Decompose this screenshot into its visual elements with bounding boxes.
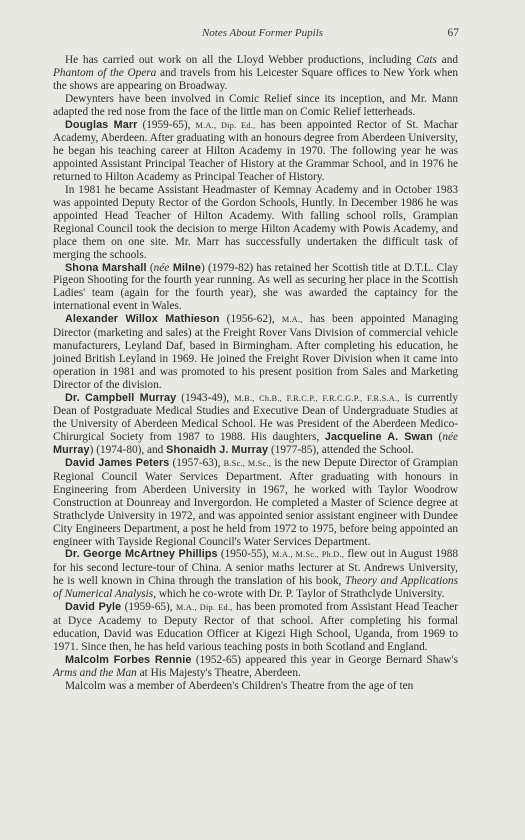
text-run: has retained her Scottish title at D.T.L. Clay Pigeon Shooting for the fourth year running. As well as securing her place in the Scottish Ladies' team (again for the fourth year), she was awarded the captaincy for the international event in Wales.	[53, 261, 459, 313]
person-name: Douglas Marr	[65, 118, 138, 131]
text-run: flew out in August 1988 for his second lecture-tour of China. A senior maths lecturer at St. Andrews University, he is well known in China through the translation of his book,	[53, 548, 459, 588]
body-text	[53, 54, 458, 692]
qualifications: M.B., Ch.B., F.R.C.P., F.R.C.G.P., F.R.S.A.,	[234, 393, 400, 403]
title-phantom: Phantom of the Opera	[53, 66, 157, 79]
entry-rennie-2: Malcolm was a member of Aberdeen's Children's Theatre from the age of ten	[65, 679, 414, 692]
text-run: , which he co-wrote with Dr. P. Taylor of Strathclyde University.	[153, 588, 445, 601]
text-run: and travels from his Leicester Square offices to New York when the shows are appearing on Broadway.	[53, 66, 458, 92]
page-number: 67	[447, 27, 459, 39]
entry-mathieson	[53, 313, 458, 391]
text-run: is currently Dean of Postgraduate Medical Studies and Executive Dean of Undergraduate Studies at the University of Aberdeen Medical School. He was President of the Aberdeen Medico-Chirurgical Society from 1987 to 1988. His daughters,	[53, 391, 459, 444]
text-run: is the new Depute Director of Grampian Regional Council Water Services Department. After graduating with honours in Engineering from Aberdeen University in 1967, he worked with Taylor Woodrow Construction at Dounreay and Invergordon. He completed a Master of Science degree at Strathclyde University in 1972, and was appointed senior assistant engineer with Dundee City Engineers Department, a post he held from 1972 to 1975, before being appointed an engineer with Tayside Regional Council's Water Services Department.	[53, 457, 458, 548]
entry-murray	[53, 392, 458, 458]
running-title: Notes About Former Pupils	[201, 27, 324, 39]
years: (1956-62),	[219, 313, 282, 326]
entry-phillips	[53, 548, 458, 601]
text-run: and	[436, 54, 458, 66]
text-run: has been appointed Rector of St. Machar Academy, Aberdeen. After graduating with an honours degree from Aberdeen University, he began his teaching career at Hilton Academy in 1970. The following year he was appointed Assistant Principal Teacher of History at the Grammar School, and in 1976 he returned to Hilton Academy as Principal Teacher of History.	[53, 118, 458, 184]
entry-pyle	[53, 601, 458, 654]
person-name: Dr. George McArtney Phillips	[65, 548, 218, 561]
text-run: (1952-65) appeared this year in George Bernard Shaw's	[191, 653, 459, 666]
maiden-name: Milne	[169, 261, 201, 274]
paragraph-mann-2: Dewynters have been involved in Comic Relief since its inception, and Mr. Mann adapted the red nose from the face of the little man on Comic Relief letterheads.	[53, 92, 458, 118]
years: (1957-63),	[169, 457, 224, 470]
text-run: (1977-85), attended the School.	[268, 444, 414, 457]
qualifications: M.A., Dip. Ed.,	[195, 120, 256, 130]
person-name: David Pyle	[65, 601, 122, 614]
text-run: at His Majesty's Theatre, Aberdeen.	[136, 666, 301, 679]
qualifications: M.A., Dip. Ed.,	[175, 603, 233, 613]
text-run: has been appointed Managing Director (marketing and sales) at the Freight Rover Vans Division of commercial vehicle manufacturers, Leyland Daf, based in Birmingham. After completing his education, he joined British Leyland in 1969. He joined the Freight Rover Division when it came into operation in 1981 and was promoted to his present position from Sales and Marketing Director of the division.	[53, 313, 458, 391]
text-run: has been promoted from Assistant Head Teacher at Dyce Academy to Deputy Rector of that school. After completing his formal education, David was Education Officer at Kigezi High School, Uganda, from 1969 to 1971. Since then, he has held various teaching posts in both Scotland and England.	[53, 601, 458, 653]
entry-marshall	[53, 262, 458, 314]
qualifications: B.Sc., M.Sc.,	[223, 459, 272, 469]
maiden-name: Murray	[53, 444, 90, 457]
years: (1950-55),	[217, 548, 273, 561]
nee: née	[153, 261, 170, 274]
years: (1959-65),	[121, 601, 176, 614]
text-run: ) (1974-80), and	[89, 444, 167, 457]
years: (1943-49),	[176, 391, 235, 404]
person-name: Shona Marshall	[65, 261, 147, 274]
person-name: Malcolm Forbes Rennie	[65, 653, 192, 666]
text-run: (	[146, 261, 154, 274]
text-run: He has carried out work on all the Lloyd Webber productions, including	[65, 54, 417, 66]
entry-marr-2: In 1981 he became Assistant Headmaster of Kemnay Academy and in October 1983 was appointed Deputy Rector of the Gordon Schools, Huntly. In December 1986 he was appointed Head Teacher of Hilton Academy. With falling school rolls, Grampian Regional Council took the decision to merge Hilton Academy with Powis Academy, and place them on one site. Mr. Marr has successfully undertaken the difficult task of merging the schools.	[53, 184, 458, 261]
text-run: (	[432, 431, 443, 444]
paragraph-mann-1	[53, 54, 458, 93]
entry-rennie	[53, 654, 458, 680]
play-title: Arms and the Man	[53, 666, 137, 679]
title-cats: Cats	[416, 54, 437, 66]
person-name: David James Peters	[65, 457, 170, 470]
years: (1959-65),	[137, 118, 196, 131]
qualifications: M.A., M.Sc., Ph.D.,	[272, 550, 345, 560]
entry-marr	[53, 119, 458, 185]
nee: née	[442, 431, 458, 444]
entry-peters	[53, 457, 458, 548]
qualifications: M.A.,	[281, 315, 303, 325]
person-name: Dr. Campbell Murray	[65, 391, 177, 404]
person-name: Jacqueline A. Swan	[324, 431, 433, 444]
person-name: Shonaidh J. Murray	[166, 444, 269, 457]
book-title: Theory and Applications of Numerical Analysis	[53, 575, 458, 601]
person-name: Alexander Willox Mathieson	[65, 313, 220, 326]
years: ) (1979-82)	[200, 261, 254, 274]
